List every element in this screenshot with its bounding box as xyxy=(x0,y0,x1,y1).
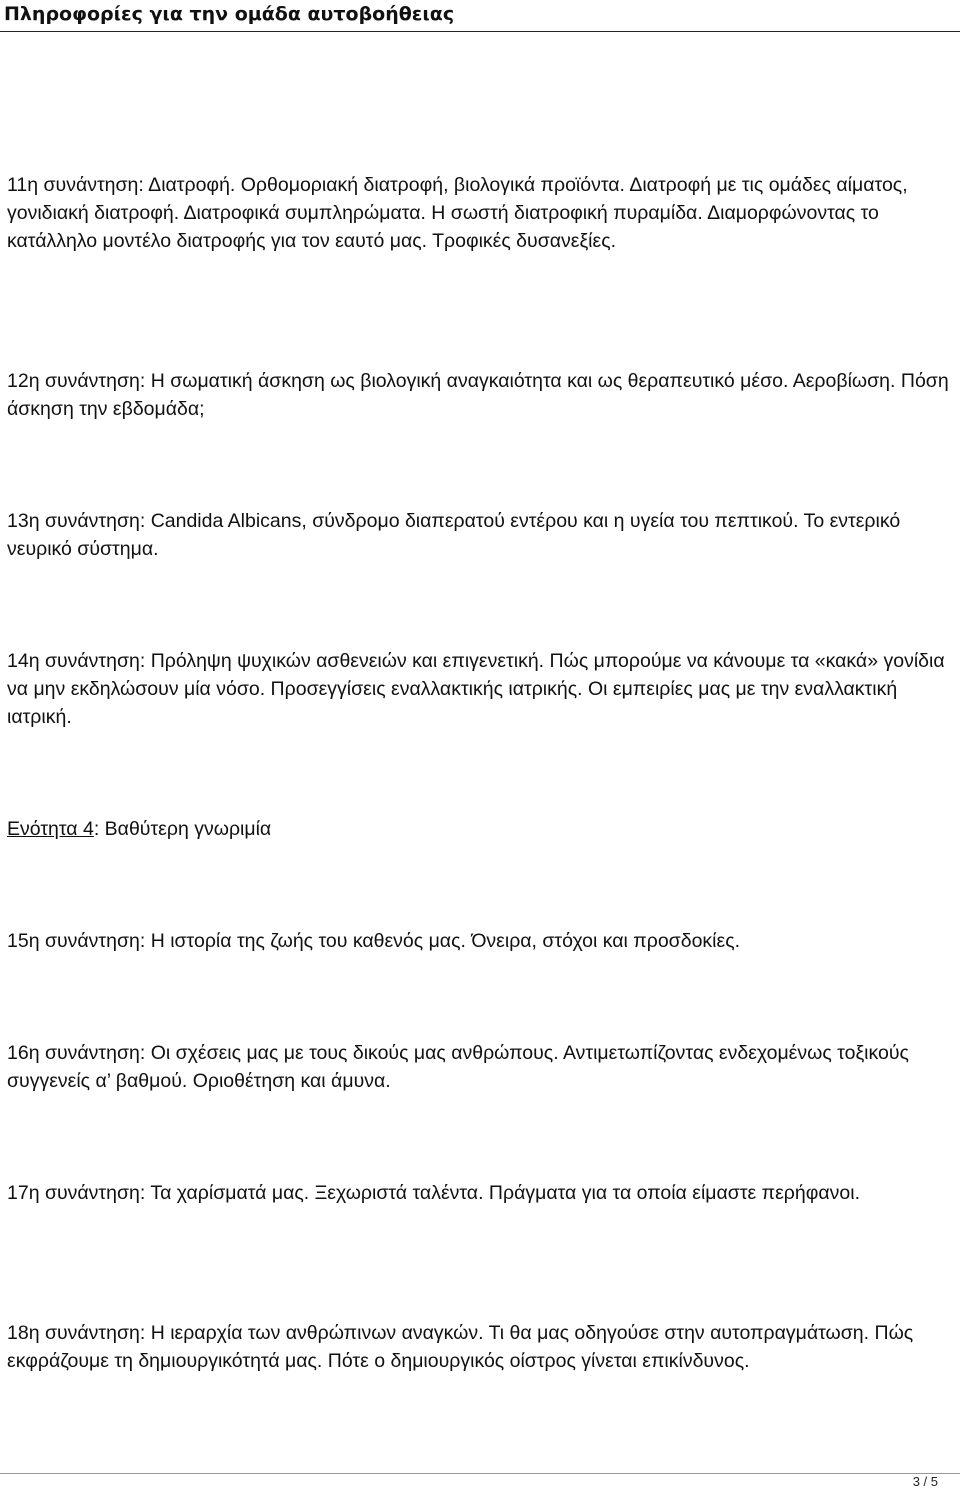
paragraph-session-16: 16η συνάντηση: Οι σχέσεις μας με τους δικούς μας ανθρώπους. Αντιμετωπίζοντας ενδεχομένως τοξικούς συγγενείς α’ βαθμού. Οριοθέτηση και άμυνα. xyxy=(7,1042,909,1092)
footer-divider xyxy=(0,1473,960,1474)
page-number: 3 / 5 xyxy=(912,1474,938,1489)
section-heading xyxy=(7,815,953,843)
page-title: Πληροφορίες για την ομάδα αυτοβοήθειας xyxy=(4,3,455,25)
paragraph-session-11: 11η συνάντηση: Διατροφή. Ορθομοριακή διατροφή, βιολογικά προϊόντα. Διατροφή με τις ομάδες αίματος, γονιδιακή διατροφή. Διατροφικά συμπληρώματα. Η σωστή διατροφική πυραμίδα. Διαμορφώνοντας το κατάλληλο μοντέλο διατροφής για τον εαυτό μας. Τροφικές δυσανεξίες. xyxy=(7,174,908,252)
section-link[interactable]: Ενότητα 4 xyxy=(7,818,94,840)
section-title-rest: : Βαθύτερη γνωριμία xyxy=(93,818,272,840)
paragraph-session-17: 17η συνάντηση: Τα χαρίσματά μας. Ξεχωριστά ταλέντα. Πράγματα για τα οποία είμαστε περήφανοι. xyxy=(7,1182,860,1204)
paragraph-session-18: 18η συνάντηση: Η ιεραρχία των ανθρώπινων αναγκών. Τι θα μας οδηγούσε στην αυτοπραγμάτωση. Πώς εκφράζουμε τη δημιουργικότητά μας. Πότε ο δημιουργικός οίστρος γίνεται επικίνδυνος. xyxy=(7,1322,914,1372)
page-header xyxy=(0,0,960,32)
paragraph-session-12: 12η συνάντηση: Η σωματική άσκηση ως βιολογική αναγκαιότητα και ως θεραπευτικό μέσο. Αεροβίωση. Πόση άσκηση την εβδομάδα; xyxy=(7,370,949,420)
paragraph-session-13: 13η συνάντηση: Candida Albicans, σύνδρομο διαπερατού εντέρου και η υγεία του πεπτικού. Το εντερικό νευρικό σύστημα. xyxy=(7,510,901,560)
paragraph-session-15: 15η συνάντηση: Η ιστορία της ζωής του καθενός μας. Όνειρα, στόχοι και προσδοκίες. xyxy=(7,930,741,952)
paragraph-session-14: 14η συνάντηση: Πρόληψη ψυχικών ασθενειών και επιγενετική. Πώς μπορούμε να κάνουμε τα «κακά» γονίδια να μην εκδηλώσουν μία νόσο. Προσεγγίσεις εναλλακτικής ιατρικής. Οι εμπειρίες μας με την εναλλακτική ιατρική. xyxy=(7,650,945,728)
